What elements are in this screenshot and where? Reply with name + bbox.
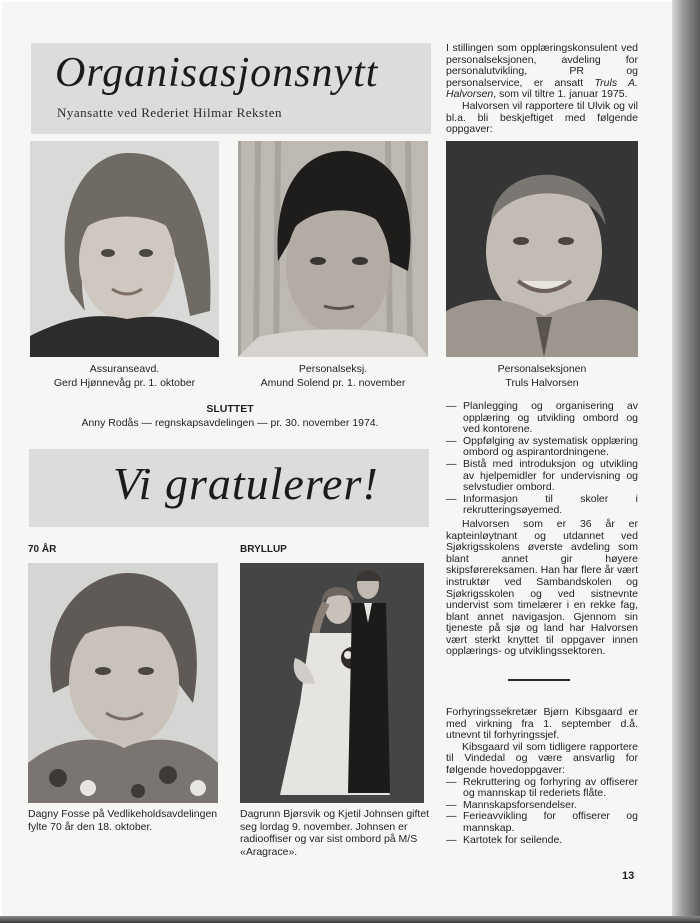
list-item: — Bistå med introduksjon og utvikling av hjelpemidler for undervisning og selvstudier ombord. <box>446 459 638 494</box>
caption-department: Personalseksjonen <box>497 363 587 375</box>
page-subtitle: Nyansatte ved Rederiet Hilmar Reksten <box>57 105 282 120</box>
page-number: 13 <box>622 870 635 882</box>
page-title: Organisasjonsnytt <box>55 50 379 96</box>
task-list <box>446 401 638 517</box>
page-edge-shadow <box>672 0 700 923</box>
portrait-photo-gerd <box>30 141 219 357</box>
caption-name: Gerd Hjønnevåg pr. 1. oktober <box>53 377 196 389</box>
header-banner <box>31 43 431 134</box>
caption-name: Truls Halvorsen <box>505 377 579 389</box>
list-item: — Mannskapsforsendelser. <box>446 800 638 812</box>
portrait-caption-gerd <box>30 362 219 390</box>
paragraph-promotion: Forhyringssekretær Bjørn Kibsgaard er med virkning fra 1. september d.å. utnevnt til forhyringssjef. <box>446 706 638 742</box>
list-item: — Planlegging og organisering av opplæring og utvikling ombord og ved kontorene. <box>446 401 638 436</box>
duty-list <box>446 777 638 847</box>
caption-name: Amund Solend pr. 1. november <box>260 377 406 389</box>
list-item: — Rekruttering og forhyring av offiserer og mannskap til rederiets flåte. <box>446 777 638 800</box>
list-item: — Informasjon til skoler i rekrutteringsøyemed. <box>446 494 638 517</box>
paragraph-duties-intro: Kibsgaard vil som tidligere rapportere til Vindedal og være ansvarlig for følgende hovedoppgaver: <box>446 740 638 776</box>
list-item: — Ferieavvikling for offiserer og mannskap. <box>446 811 638 834</box>
sluttet-text: Anny Rodås — regnskapsavdelingen — pr. 30. november 1974. <box>81 417 379 429</box>
wedding-photo <box>240 563 424 803</box>
wedding-heading: BRYLLUP <box>240 544 287 555</box>
article-tasks <box>446 401 638 658</box>
appointee-name: Truls A. Halvorsen <box>446 76 638 101</box>
article-kibsgaard <box>446 707 638 846</box>
congrats-title: Vi gratulerer! <box>113 458 379 509</box>
portrait-caption-amund <box>238 362 428 390</box>
caption-department: Assuranseavd. <box>89 363 160 375</box>
birthday-heading: 70 ÅR <box>28 544 57 555</box>
list-item: — Kartotek for seilende. <box>446 835 638 847</box>
article-intro <box>446 43 638 136</box>
birthday-caption: Dagny Fosse på Vedlikeholdsavdelingen fylte 70 år den 18. oktober. <box>28 808 218 833</box>
sluttet-heading: SLUTTET <box>206 403 254 415</box>
paragraph-reporting: Halvorsen vil rapportere til Ulvik og vil bl.a. bli beskjeftiget med følgende oppgaver: <box>446 99 638 136</box>
paragraph-appointment: I stillingen som opplæringskonsulent ved personalseksjonen, avdeling for personalutvikling, PR og personalservice, er ansatt Truls A. Halvorsen, som vil tiltre 1. januar 1975. <box>446 42 638 101</box>
list-item: — Oppfølging av systematisk opplæring ombord og aspirantordningene. <box>446 436 638 459</box>
portrait-photo-amund <box>238 141 428 357</box>
paragraph-background: Halvorsen som er 36 år er kapteinløytnant og utdannet ved Sjøkrigsskolens øverste avdeling som blant annet gir høyere skipsførereksamen. Han har flere år vært instruktør ved Sambandskolen og Sjøkrigsskolen og ved sistnevnte undervist som timelærer i en rekke fag, blant annet navigasjon. Gjennom sin tjeneste på sjø og land har Halvorsen vært sterkt knyttet til oppgaver innen opplærings- og utviklingssektoren. <box>446 517 638 658</box>
wedding-caption: Dagrunn Bjørsvik og Kjetil Johnsen giftet seg lordag 9. november. Johnsen er radiooffiser og var sist ombord på M/S «Aragrace». <box>240 808 430 858</box>
birthday-photo <box>28 563 218 803</box>
section-divider <box>508 679 570 681</box>
congrats-banner <box>29 449 429 527</box>
portrait-photo-truls <box>446 141 638 357</box>
portrait-caption-truls <box>446 362 638 390</box>
page-bottom-edge <box>0 916 700 923</box>
caption-department: Personalseksj. <box>298 363 368 375</box>
